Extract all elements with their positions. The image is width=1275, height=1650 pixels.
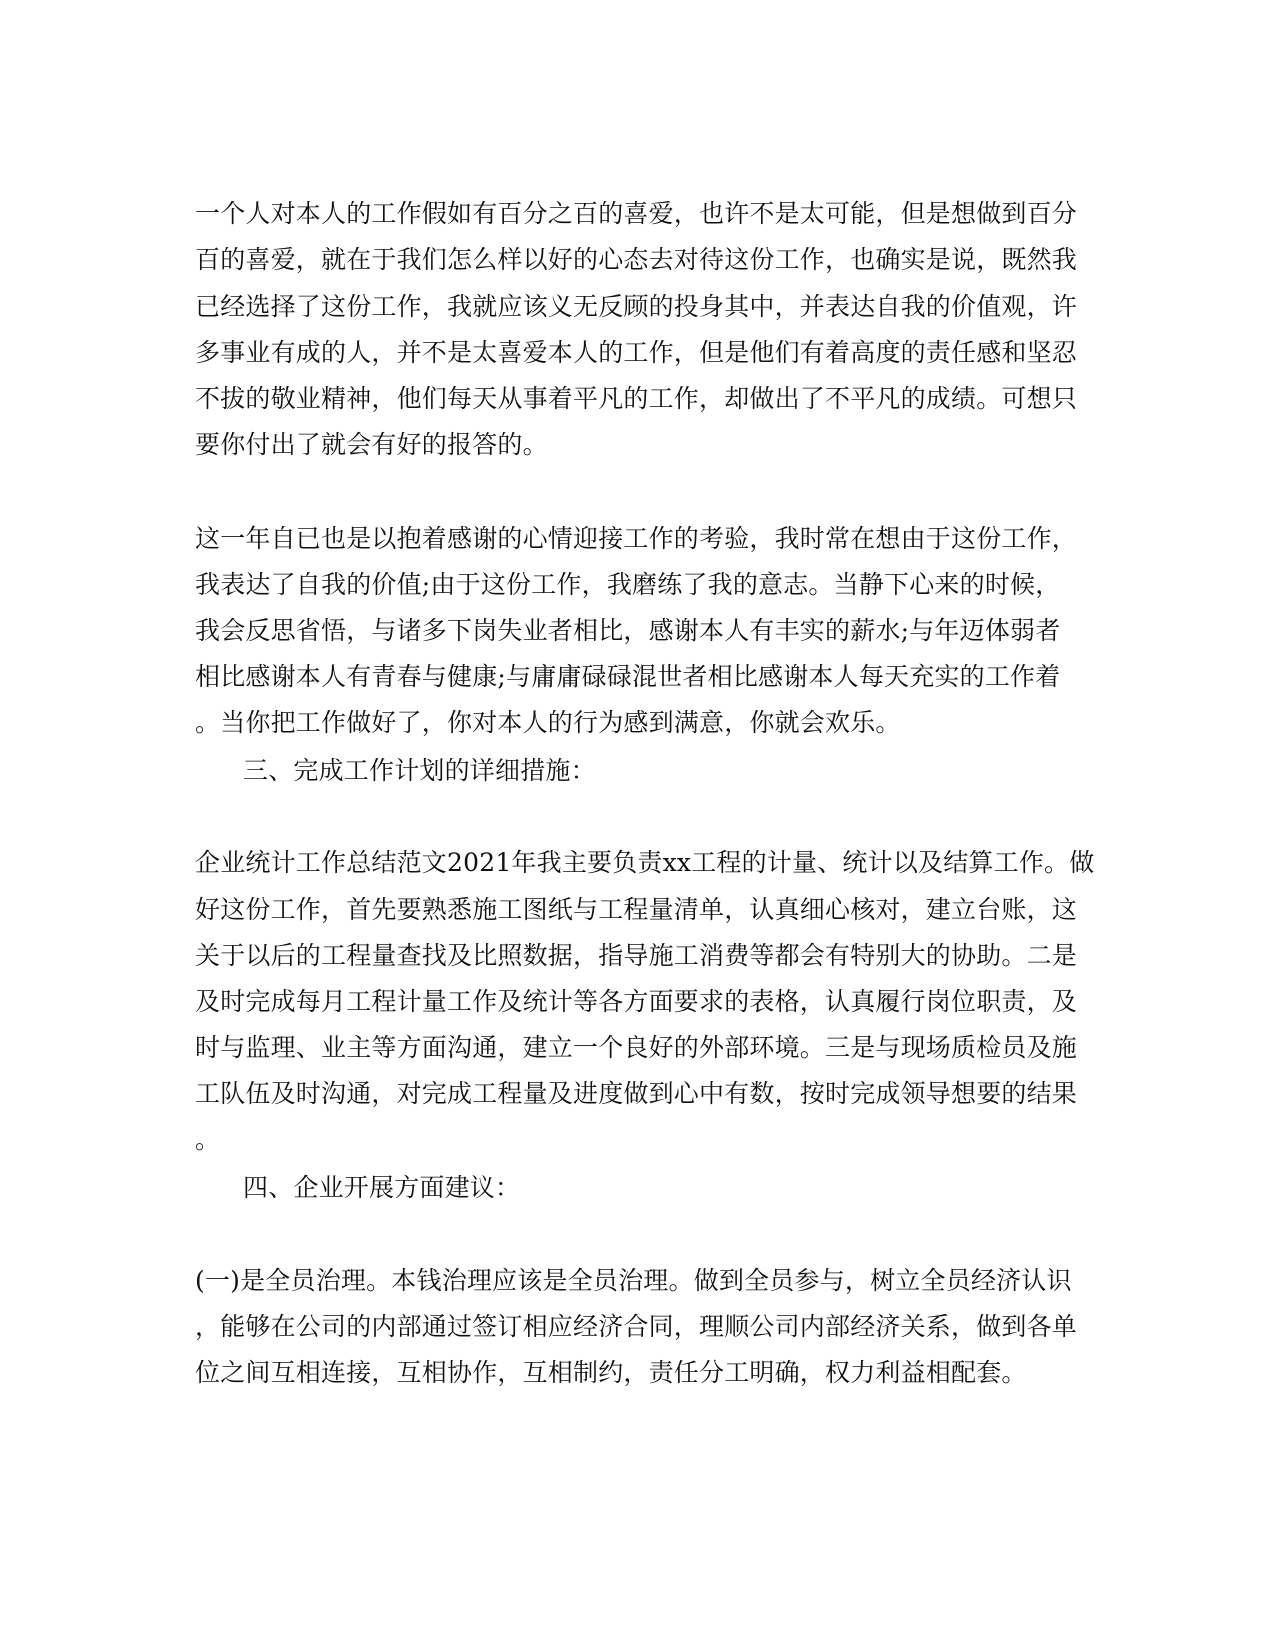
text-line: 不拔的敬业精神，他们每天从事着平凡的工作，却做出了不平凡的成绩。可想只 bbox=[195, 384, 1078, 413]
text-line: 我会反思省悟，与诸多下岗失业者相比，感谢本人有丰实的薪水;与年迈体弱者 bbox=[195, 616, 1061, 645]
text-line: (一)是全员治理。本钱治理应该是全员治理。做到全员参与，树立全员经济认识 bbox=[195, 1266, 1072, 1295]
text-line: 已经选择了这份工作，我就应该义无反顾的投身其中，并表达自我的价值观，许 bbox=[195, 292, 1078, 321]
text-line: 这一年自已也是以抱着感谢的心情迎接工作的考验，我时常在想由于这份工作， bbox=[195, 524, 1078, 553]
section-heading-4: 四、企业开展方面建议： bbox=[243, 1173, 521, 1202]
text-line: 相比感谢本人有青春与健康;与庸庸碌碌混世者相比感谢本人每天充实的工作着 bbox=[195, 662, 1061, 691]
text-line: 关于以后的工程量查找及比照数据，指导施工消费等都会有特别大的协助。二是 bbox=[195, 941, 1078, 970]
text-line: 位之间互相连接，互相协作，互相制约，责任分工明确，权力利益相配套。 bbox=[195, 1358, 1027, 1387]
text-line: 我表达了自我的价值;由于这份工作，我磨练了我的意志。当静下心来的时候， bbox=[195, 570, 1061, 599]
text-line: 企业统计工作总结范文2021年我主要负责xx工程的计量、统计以及结算工作。做 bbox=[195, 848, 1095, 877]
text-line: 工队伍及时沟通，对完成工程量及进度做到心中有数，按时完成领导想要的结果 bbox=[195, 1079, 1078, 1108]
text-line: 及时完成每月工程计量工作及统计等各方面要求的表格，认真履行岗位职责，及 bbox=[195, 987, 1078, 1016]
text-line: 百的喜爱，就在于我们怎么样以好的心态去对待这份工作，也确实是说，既然我 bbox=[195, 245, 1078, 274]
text-line: 。当你把工作做好了，你对本人的行为感到满意，你就会欢乐。 bbox=[195, 708, 901, 737]
text-line: 多事业有成的人，并不是太喜爱本人的工作，但是他们有着高度的责任感和坚忍 bbox=[195, 338, 1078, 367]
text-line: 一个人对本人的工作假如有百分之百的喜爱，也许不是太可能，但是想做到百分 bbox=[195, 199, 1078, 228]
text-line: ，能够在公司的内部通过签订相应经济合同，理顺公司内部经济关系，做到各单 bbox=[195, 1312, 1078, 1341]
text-line: 要你付出了就会有好的报答的。 bbox=[195, 430, 548, 459]
text-line: 。 bbox=[195, 1125, 221, 1154]
text-line: 好这份工作，首先要熟悉施工图纸与工程量清单，认真细心核对，建立台账，这 bbox=[195, 895, 1078, 924]
section-heading-3: 三、完成工作计划的详细措施： bbox=[243, 756, 596, 785]
text-line: 时与监理、业主等方面沟通，建立一个良好的外部环境。三是与现场质检员及施 bbox=[195, 1033, 1078, 1062]
